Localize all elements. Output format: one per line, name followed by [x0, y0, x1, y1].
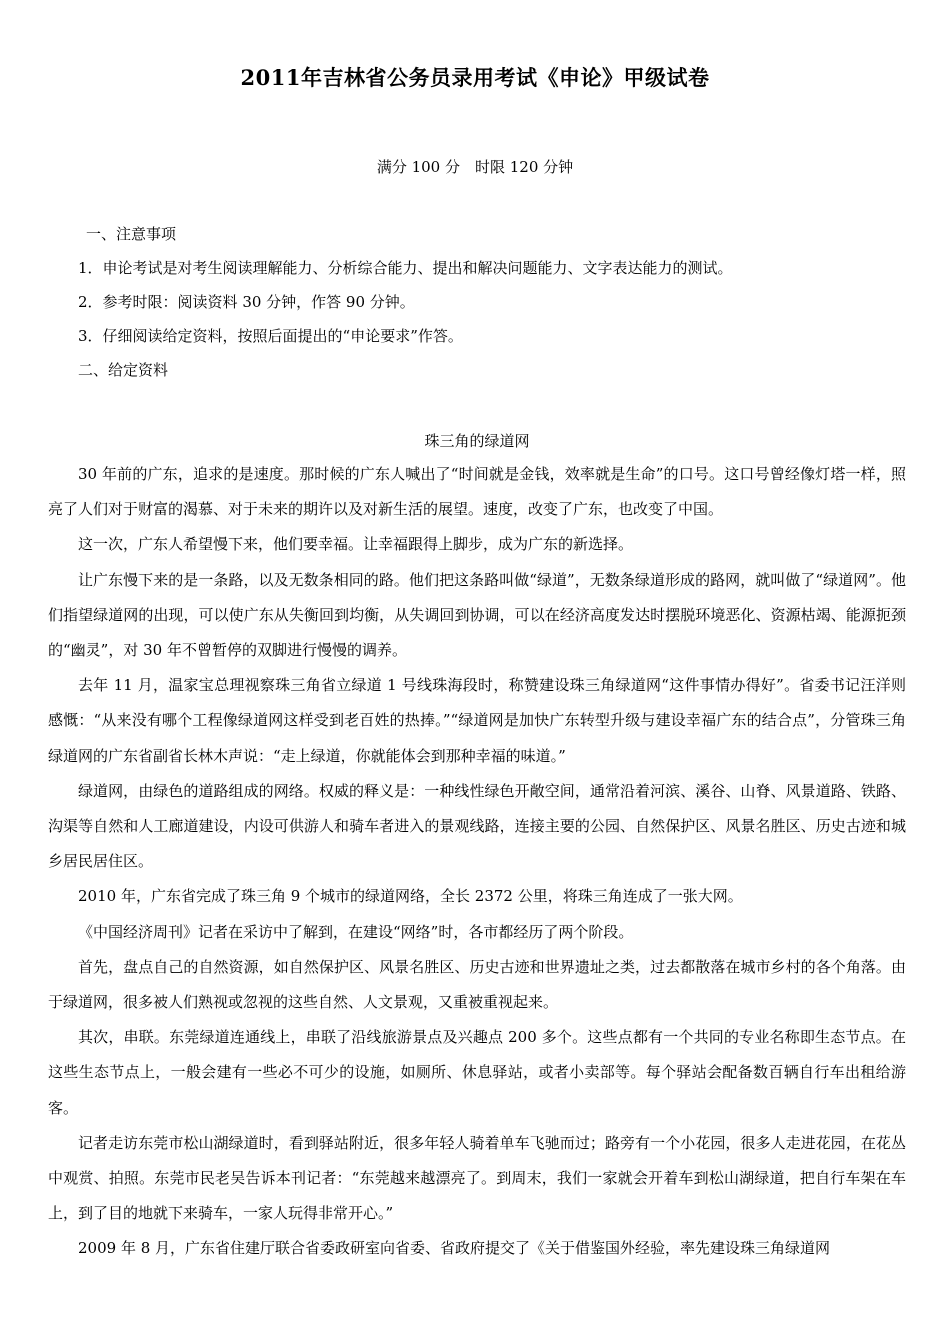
article-paragraph: 绿道网，由绿色的道路组成的网络。权威的释义是：一种线性绿色开敞空间，通常沿着河滨、溪谷、山脊、风景道路、铁路、沟渠等自然和人工廊道建设，内设可供游人和骑车者进入的景观线路，连接主要的公园、自然保护区、风景名胜区、历史古迹和城乡居民居住区。 [48, 781, 906, 871]
materials-heading: 二、给定资料 [78, 361, 169, 379]
article-title: 珠三角的绿道网 [424, 432, 530, 450]
exam-subtitle: 满分 100 分 时限 120 分钟 [376, 158, 574, 176]
article-paragraph: 《中国经济周刊》记者在采访中了解到，在建设“网络”时，各市都经历了两个阶段。 [78, 922, 634, 941]
notes-section [48, 217, 906, 387]
article-paragraph: 记者走访东莞市松山湖绿道时，看到驿站附近，很多年轻人骑着单车飞驰而过；路旁有一个小花园，很多人走进花园，在花丛中观赏、拍照。东莞市民老吴告诉本刊记者：“东莞越来越漂亮了。到周末，我们一家就会开着车到松山湖绿道，把自行车架在车上，到了目的地就下来骑车，一家人玩得非常开心。” [48, 1133, 906, 1223]
article-paragraph: 30 年前的广东，追求的是速度。那时候的广东人喊出了“时间就是金钱，效率就是生命”的口号。这口号曾经像灯塔一样，照亮了人们对于财富的渴慕、对于未来的期许以及对新生活的展望。速度，改变了广东，也改变了中国。 [48, 465, 906, 519]
notes-item: 2．参考时限：阅读资料 30 分钟，作答 90 分钟。 [78, 293, 415, 311]
article-paragraph: 其次，串联。东莞绿道连通线上，串联了沿线旅游景点及兴趣点 200 多个。这些点都有一个共同的专业名称即生态节点。在这些生态节点上，一般会建有一些必不可少的设施，如厕所、休息驿站，或者小卖部等。每个驿站会配备数百辆自行车出租给游客。 [48, 1028, 906, 1117]
article-paragraph: 这一次，广东人希望慢下来，他们要幸福。让幸福跟得上脚步，成为广东的新选择。 [78, 535, 634, 554]
notes-item: 3．仔细阅读给定资料，按照后面提出的“申论要求”作答。 [78, 327, 463, 345]
article-paragraph: 2009 年 8 月，广东省住建厅联合省委政研室向省委、省政府提交了《关于借鉴国外经验，率先建设珠三角绿道网 [78, 1239, 831, 1258]
notes-item: 1．申论考试是对考生阅读理解能力、分析综合能力、提出和解决问题能力、文字表达能力的测试。 [78, 259, 733, 277]
notes-heading: 一、注意事项 [86, 225, 177, 243]
article-paragraph: 2010 年，广东省完成了珠三角 9 个城市的绿道网络，全长 2372 公里，将珠三角连成了一张大网。 [78, 887, 743, 906]
article [48, 425, 906, 1267]
exam-title: 2011年吉林省公务员录用考试《申论》甲级试卷 [240, 65, 710, 90]
article-paragraph: 去年 11 月，温家宝总理视察珠三角省立绿道 1 号线珠海段时，称赞建设珠三角绿道网“这件事情办得好”。省委书记汪洋则感慨：“从来没有哪个工程像绿道网这样受到老百姓的热捧。”“绿道网是加快广东转型升级与建设幸福广东的结合点”，分管珠三角绿道网的广东省副省长林木声说：“走上绿道，你就能体会到那种幸福的味道。” [48, 676, 906, 765]
article-paragraph: 首先，盘点自己的自然资源，如自然保护区、风景名胜区、历史古迹和世界遗址之类，过去都散落在城市乡村的各个角落。由于绿道网，很多被人们熟视或忽视的这些自然、人文景观，又重被重视起来。 [48, 957, 906, 1012]
article-paragraph: 让广东慢下来的是一条路，以及无数条相同的路。他们把这条路叫做“绿道”，无数条绿道形成的路网，就叫做了“绿道网”。他们指望绿道网的出现，可以使广东从失衡回到均衡，从失调回到协调，可以在经济高度发达时摆脱环境恶化、资源枯竭、能源扼颈的“幽灵”，对 30 年不曾暂停的双脚进行慢慢的调养。 [48, 570, 906, 660]
